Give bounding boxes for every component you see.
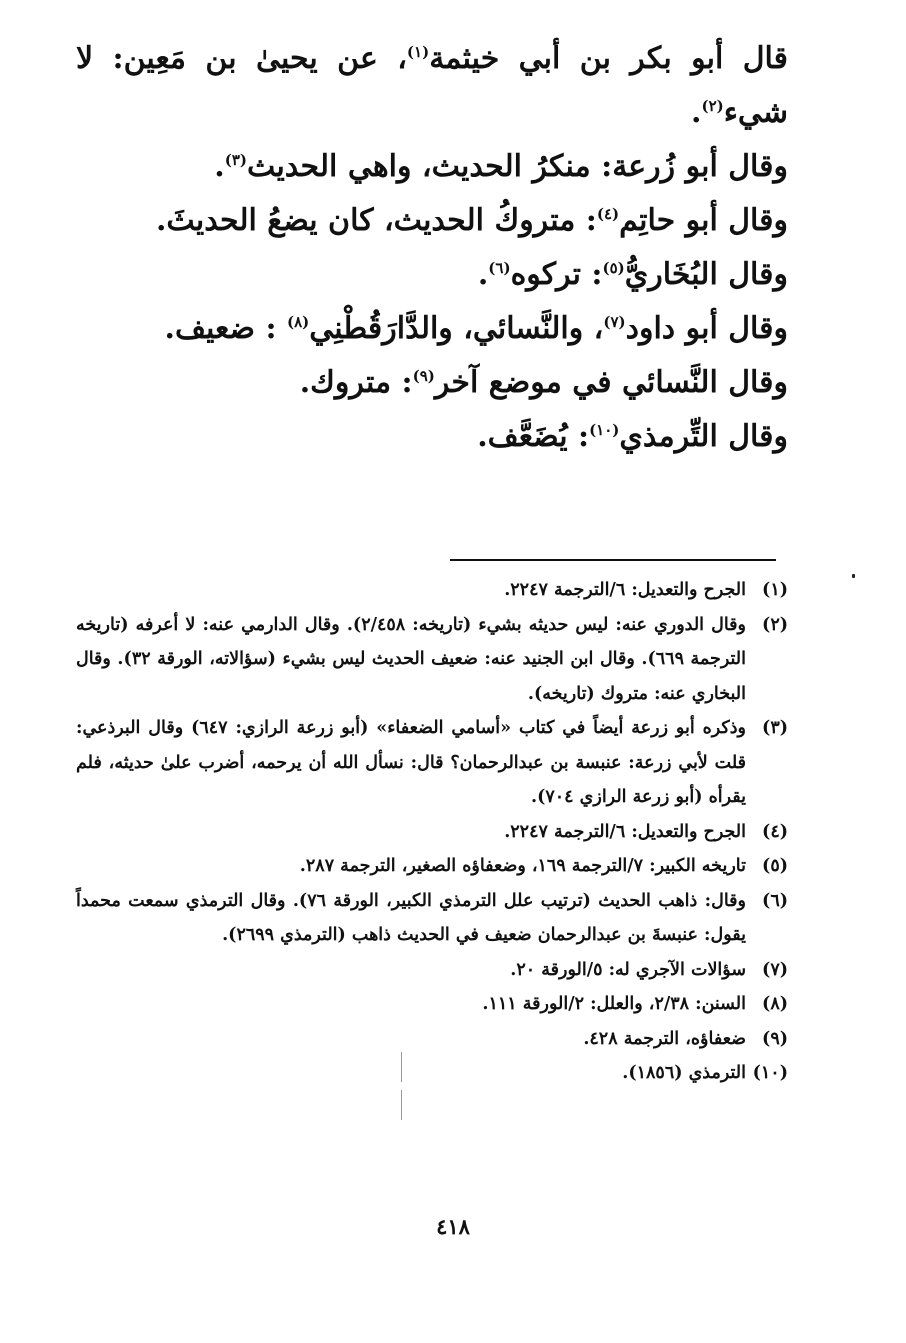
line-text: : تركوه: [510, 257, 603, 292]
line-text: وقال النَّسائي في موضع آخر: [434, 365, 788, 400]
line-text: وقال أبو زُرعة: منكرُ الحديث، واهي الحديث: [246, 149, 788, 184]
footnote-ref[interactable]: (٥): [602, 259, 625, 277]
footnote-item: [76, 608, 788, 712]
footnote-number: (٣): [762, 718, 788, 738]
footnote-item: [76, 987, 788, 1022]
footnote-ref[interactable]: (١٠): [589, 421, 620, 439]
footnote-text: تاريخه الكبير: ٧/الترجمة ١٦٩، وضعفاؤه الصغير، الترجمة ٢٨٧.: [299, 856, 746, 876]
footnote-ref[interactable]: (٤): [596, 205, 620, 223]
main-line-2: [76, 140, 788, 194]
main-line-6: [76, 356, 788, 410]
footnote-item: [76, 815, 788, 850]
line-text: .: [691, 95, 702, 130]
footnote-ref[interactable]: (٢): [701, 97, 724, 115]
line-text: وقال أبو حاتِم: [619, 203, 788, 238]
footnote-number: (٨): [762, 994, 788, 1014]
main-line-3: [76, 194, 788, 248]
footnote-ref[interactable]: (١): [406, 43, 430, 61]
footnote-item: [76, 1056, 788, 1091]
footnote-ref[interactable]: (٧): [603, 313, 626, 331]
footnote-ref[interactable]: (٨): [286, 313, 310, 331]
footnote-number: (٦): [762, 890, 788, 911]
line-text: وقال أبو داود: [625, 311, 788, 346]
line-text: ، والنَّسائي، والدَّارَقُطْنِي: [309, 311, 604, 346]
footnote-ref[interactable]: (٣): [224, 151, 247, 169]
footnote-item: [76, 1022, 788, 1057]
line-text: : متروكُ الحديث، كان يضعُ الحديثَ.: [155, 203, 597, 238]
line-text: : يُضَعَّف.: [477, 419, 590, 454]
footnote-item: [76, 849, 788, 884]
footnote-number: (٢): [762, 614, 788, 635]
footnote-text: وقال الدوري عنه: ليس حديثه بشيء (تاريخه: ٢/٤٥٨). وقال الدارمي عنه: لا أعرفه (تاريخه الترجمة ٦٦٩). وقال ابن الجنيد عنه: ضعيف الحديث ليس بشيء (سؤالاته، الورقة ٣٢). وقال البخاري عنه: متروك (تاريخه).: [76, 614, 746, 704]
footnote-text: وذكره أبو زرعة أيضاً في كتاب «أسامي الضعفاء» (أبو زرعة الرازي: ٦٤٧) وقال البرذعي: قلت لأبي زرعة: عنبسة بن عبدالرحمان؟ قال: نسأل الله أن يرحمه، أضرب علىٰ حديثه، فلم يقرأه (أبو زرعة الرازي ٧٠٤).: [76, 718, 746, 807]
footnote-text: وقال: ذاهب الحديث (ترتيب علل الترمذي الكبير، الورقة ٧٦). وقال الترمذي سمعت محمداً يقول: عنبسةَ بن عبدالرحمان ضعيف في الحديث ذاهب (الترمذي ٢٦٩٩).: [76, 890, 746, 945]
line-text: .: [477, 257, 489, 292]
main-line-7: [76, 410, 788, 464]
line-text: .: [214, 149, 225, 184]
footnote-item: [76, 711, 788, 815]
line-text: : ضعيف.: [164, 311, 287, 346]
footnote-text: الجرح والتعديل: ٦/الترجمة ٢٢٤٧.: [504, 821, 746, 842]
page-number: ٤١٨: [436, 1214, 470, 1239]
line-text: قال أبو بكر بن أبي خيثمة: [429, 41, 789, 76]
main-line-4: [76, 248, 788, 302]
footnote-number: (٥): [762, 856, 788, 876]
footnote-text: الجرح والتعديل: ٦/الترجمة ٢٢٤٧.: [504, 580, 746, 600]
footnote-text: الترمذي (١٨٥٦).: [622, 1063, 746, 1083]
footnote-item: [76, 953, 788, 988]
line-text: وقال البُخَاريُّ: [624, 257, 788, 292]
footnote-item: [76, 884, 788, 953]
footnote-text: ضعفاؤه، الترجمة ٤٢٨.: [583, 1028, 746, 1049]
main-text: [76, 32, 788, 464]
scan-artifact-line: [401, 1090, 402, 1120]
line-text: : متروك.: [299, 365, 413, 400]
footnote-divider: [450, 559, 776, 561]
main-line-1: [76, 32, 788, 140]
footnote-number: (١): [762, 580, 788, 600]
footnote-text: سؤالات الآجري له: ٥/الورقة ٢٠.: [510, 959, 746, 980]
footnote-item: [76, 573, 788, 608]
footnote-number: (٤): [762, 821, 788, 842]
main-line-5: [76, 302, 788, 356]
scan-speck: [852, 574, 855, 578]
footnote-number: (٧): [762, 959, 788, 980]
footnote-ref[interactable]: (٩): [412, 367, 435, 385]
line-text: ، عن يحيىٰ بن مَعِين: لا شيء: [76, 41, 788, 130]
footnote-text: السنن: ٢/٣٨، والعلل: ٢/الورقة ١١١.: [482, 994, 746, 1014]
line-text: وقال التِّرمذي: [619, 419, 788, 454]
footnote-number: (١٠): [752, 1063, 788, 1083]
footnotes: [76, 573, 788, 1091]
footnote-ref[interactable]: (٦): [488, 259, 511, 277]
footnote-number: (٩): [762, 1028, 788, 1049]
